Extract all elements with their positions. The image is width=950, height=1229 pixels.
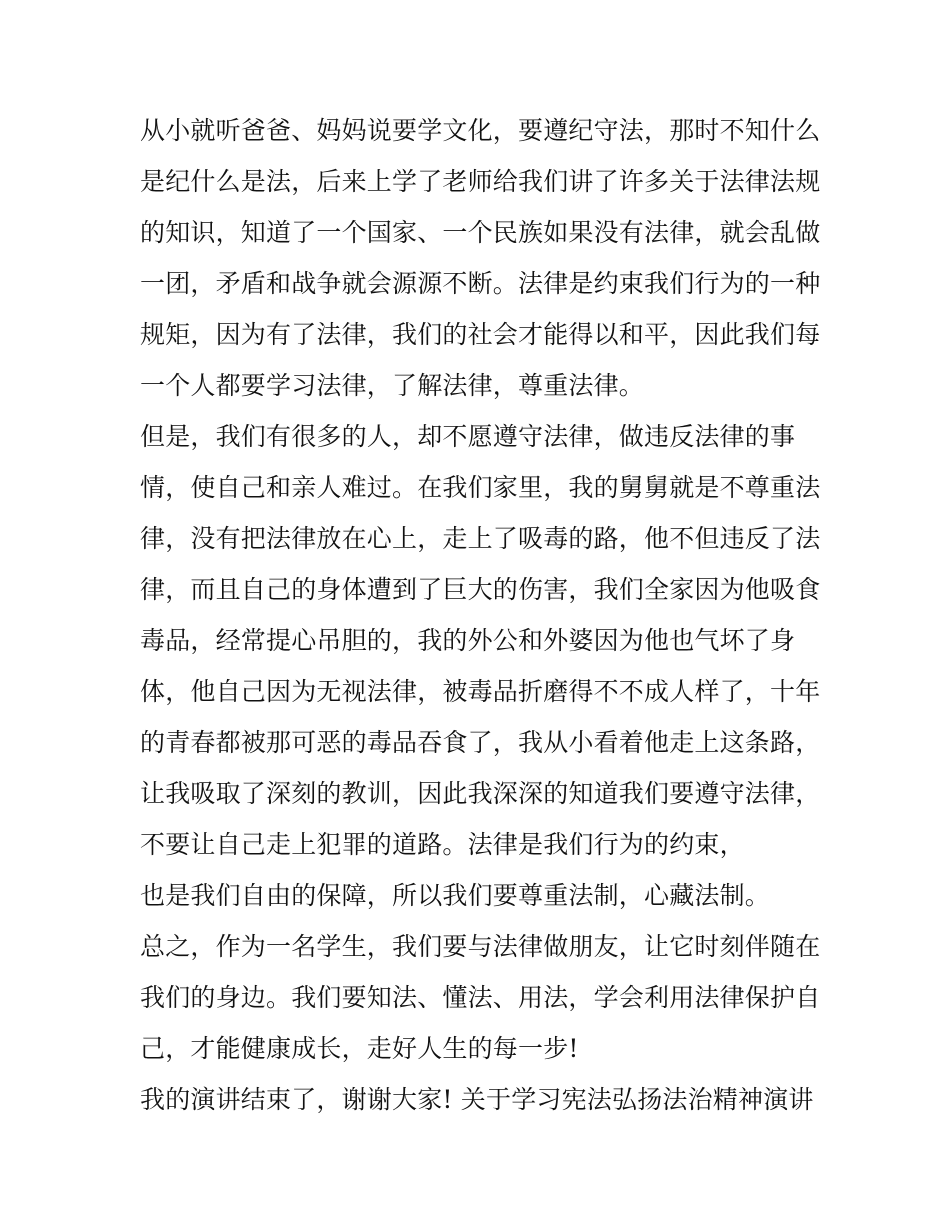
text-line: 从小就听爸爸、妈妈说要学文化，要遵纪守法，那时不知什么 <box>140 116 821 145</box>
text-line: 我们的身边。我们要知法、懂法、用法，学会利用法律保护自 <box>140 983 821 1012</box>
document-body <box>140 105 820 1125</box>
text-line: 一团，矛盾和战争就会源源不断。法律是约束我们行为的一种 <box>140 269 821 298</box>
text-line: 总之，作为一名学生，我们要与法律做朋友，让它时刻伴随在 <box>140 932 821 961</box>
text-line: 的知识，知道了一个国家、一个民族如果没有法律，就会乱做 <box>140 218 821 247</box>
text-line: 是纪什么是法，后来上学了老师给我们讲了许多关于法律法规 <box>140 167 821 196</box>
paragraph-2 <box>140 411 820 921</box>
paragraph-3 <box>140 921 820 1074</box>
paragraph-1 <box>140 105 820 411</box>
text-line: 己，才能健康成长，走好人生的每一步! <box>140 1034 579 1063</box>
paragraph-4 <box>140 1074 820 1125</box>
text-line: 让我吸取了深刻的教训，因此我深深的知道我们要遵守法律， <box>140 779 821 808</box>
text-line: 也是我们自由的保障，所以我们要尊重法制，心藏法制。 <box>140 881 771 910</box>
text-line: 律，没有把法律放在心上，走上了吸毒的路，他不但违反了法 <box>140 524 821 553</box>
text-line: 不要让自己走上犯罪的道路。法律是我们行为的约束， <box>140 830 745 859</box>
text-line: 情，使自己和亲人难过。在我们家里，我的舅舅就是不尊重法 <box>140 473 821 502</box>
text-line: 我的演讲结束了，谢谢大家! 关于学习宪法弘扬法治精神演讲 <box>140 1085 814 1114</box>
text-line: 的青春都被那可恶的毒品吞食了，我从小看着他走上这条路， <box>140 728 821 757</box>
text-line: 规矩，因为有了法律，我们的社会才能得以和平，因此我们每 <box>140 320 821 349</box>
text-line: 一个人都要学习法律，了解法律，尊重法律。 <box>140 371 645 400</box>
text-line: 律，而且自己的身体遭到了巨大的伤害，我们全家因为他吸食 <box>140 575 821 604</box>
text-line: 毒品，经常提心吊胆的，我的外公和外婆因为他也气坏了身 <box>140 626 796 655</box>
text-line: 但是，我们有很多的人，却不愿遵守法律，做违反法律的事 <box>140 422 796 451</box>
text-line: 体，他自己因为无视法律，被毒品折磨得不不成人样了，十年 <box>140 677 821 706</box>
